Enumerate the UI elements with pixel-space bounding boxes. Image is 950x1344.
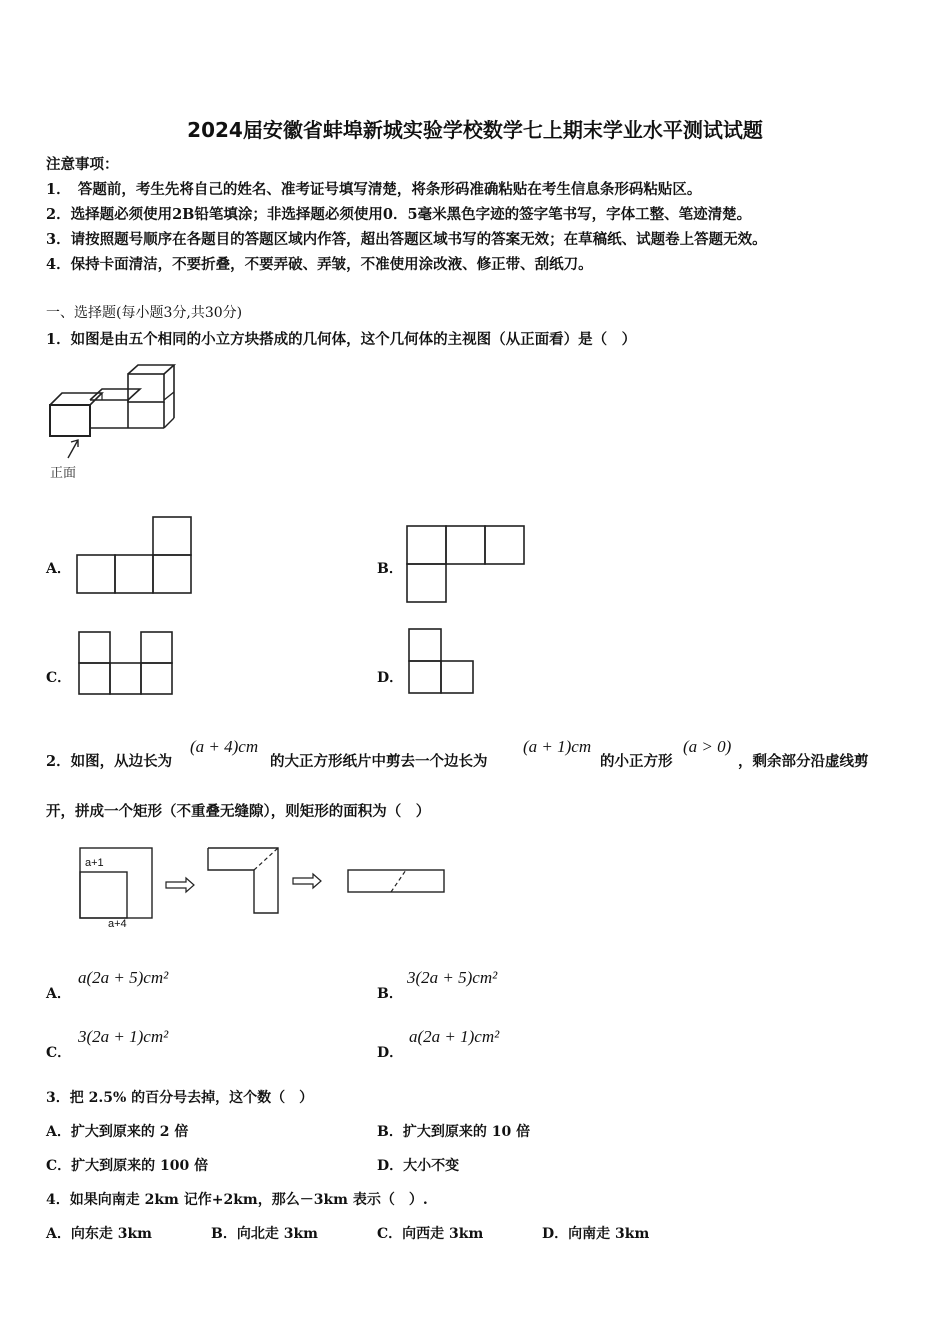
page-title: 2024届安徽省蚌埠新城实验学校数学七上期末学业水平测试试题 [187,118,763,142]
q2-option-b-expr: 3(2a + 5)cm² [407,968,498,987]
q3-option-c: C．扩大到原来的 100 倍 [46,1158,209,1174]
q2-fig-label-outer: a+4 [108,918,127,930]
q1-stem: 1．如图是由五个相同的小立方块搭成的几何体，这个几何体的主视图（从正面看）是（ ） [46,331,637,348]
q4-option-d: D．向南走 3km [542,1226,650,1242]
q3-stem: 3．把 2.5% 的百分号去掉，这个数（ ） [46,1090,314,1106]
q4-stem: 4．如果向南走 2km 记作+2km，那么－3km 表示（ ）. [46,1192,428,1208]
q1-option-d-label: D． [377,670,404,686]
q1-option-a-figure [77,517,197,597]
notice-heading: 注意事项： [46,156,119,173]
q2-stem-part2: 的大正方形纸片中剪去一个边长为 [270,753,488,770]
q2-fig-label-inner: a+1 [85,857,104,869]
q2-figure [78,845,458,935]
q2-stem-line2: 开，拼成一个矩形（不重叠无缝隙），则矩形的面积为（ ） [46,803,431,820]
notice-item-1: 1． 答题前，考生先将自己的姓名、准考证号填写清楚，将条形码准确粘贴在考生信息条形码粘贴区。 [46,181,702,198]
q2-option-b-label: B． [377,986,403,1002]
notice-item-2: 2．选择题必须使用2B铅笔填涂；非选择题必须使用0．5毫米黑色字迹的签字笔书写，字体工整、笔迹清楚。 [46,206,752,223]
q1-option-b-label: B． [377,561,403,577]
section-heading: 一、选择题(每小题3分,共30分) [46,305,243,321]
notice-item-4: 4．保持卡面清洁，不要折叠，不要弄破、弄皱，不准使用涂改液、修正带、刮纸刀。 [46,256,593,273]
q1-option-c-figure [79,632,179,698]
q1-option-b-figure [407,526,527,606]
q2-option-d-label: D． [377,1045,404,1061]
q2-expr-large-side: (a + 4)cm [190,737,259,756]
q2-option-a-label: A． [46,986,71,1002]
q4-option-a: A．向东走 3km [46,1226,152,1242]
notice-item-3: 3．请按照题号顺序在各题目的答题区域内作答，超出答题区域书写的答案无效；在草稿纸、试题卷上答题无效。 [46,231,767,248]
q2-expr-small-side: (a + 1)cm [523,737,592,756]
q4-option-c: C．向西走 3km [377,1226,484,1242]
q1-front-label: 正面 [50,465,77,480]
q2-stem-part1: 2．如图，从边长为 [46,753,173,770]
q2-option-c-label: C． [46,1045,72,1061]
q2-expr-condition: (a > 0) [683,737,732,756]
q2-stem-part3: 的小正方形 [600,753,673,770]
q3-option-a: A．扩大到原来的 2 倍 [46,1124,189,1140]
q1-option-d-figure [409,629,479,695]
q2-stem-part4: ，剩余部分沿虚线剪 [738,753,869,770]
q3-option-b: B．扩大到原来的 10 倍 [377,1124,531,1140]
q2-option-d-expr: a(2a + 1)cm² [409,1027,500,1046]
q1-option-c-label: C． [46,670,72,686]
q2-option-c-expr: 3(2a + 1)cm² [78,1027,169,1046]
q1-option-a-label: A． [46,561,71,577]
q4-option-b: B．向北走 3km [211,1226,318,1242]
q3-option-d: D．大小不变 [377,1158,460,1174]
q2-option-a-expr: a(2a + 5)cm² [78,968,169,987]
